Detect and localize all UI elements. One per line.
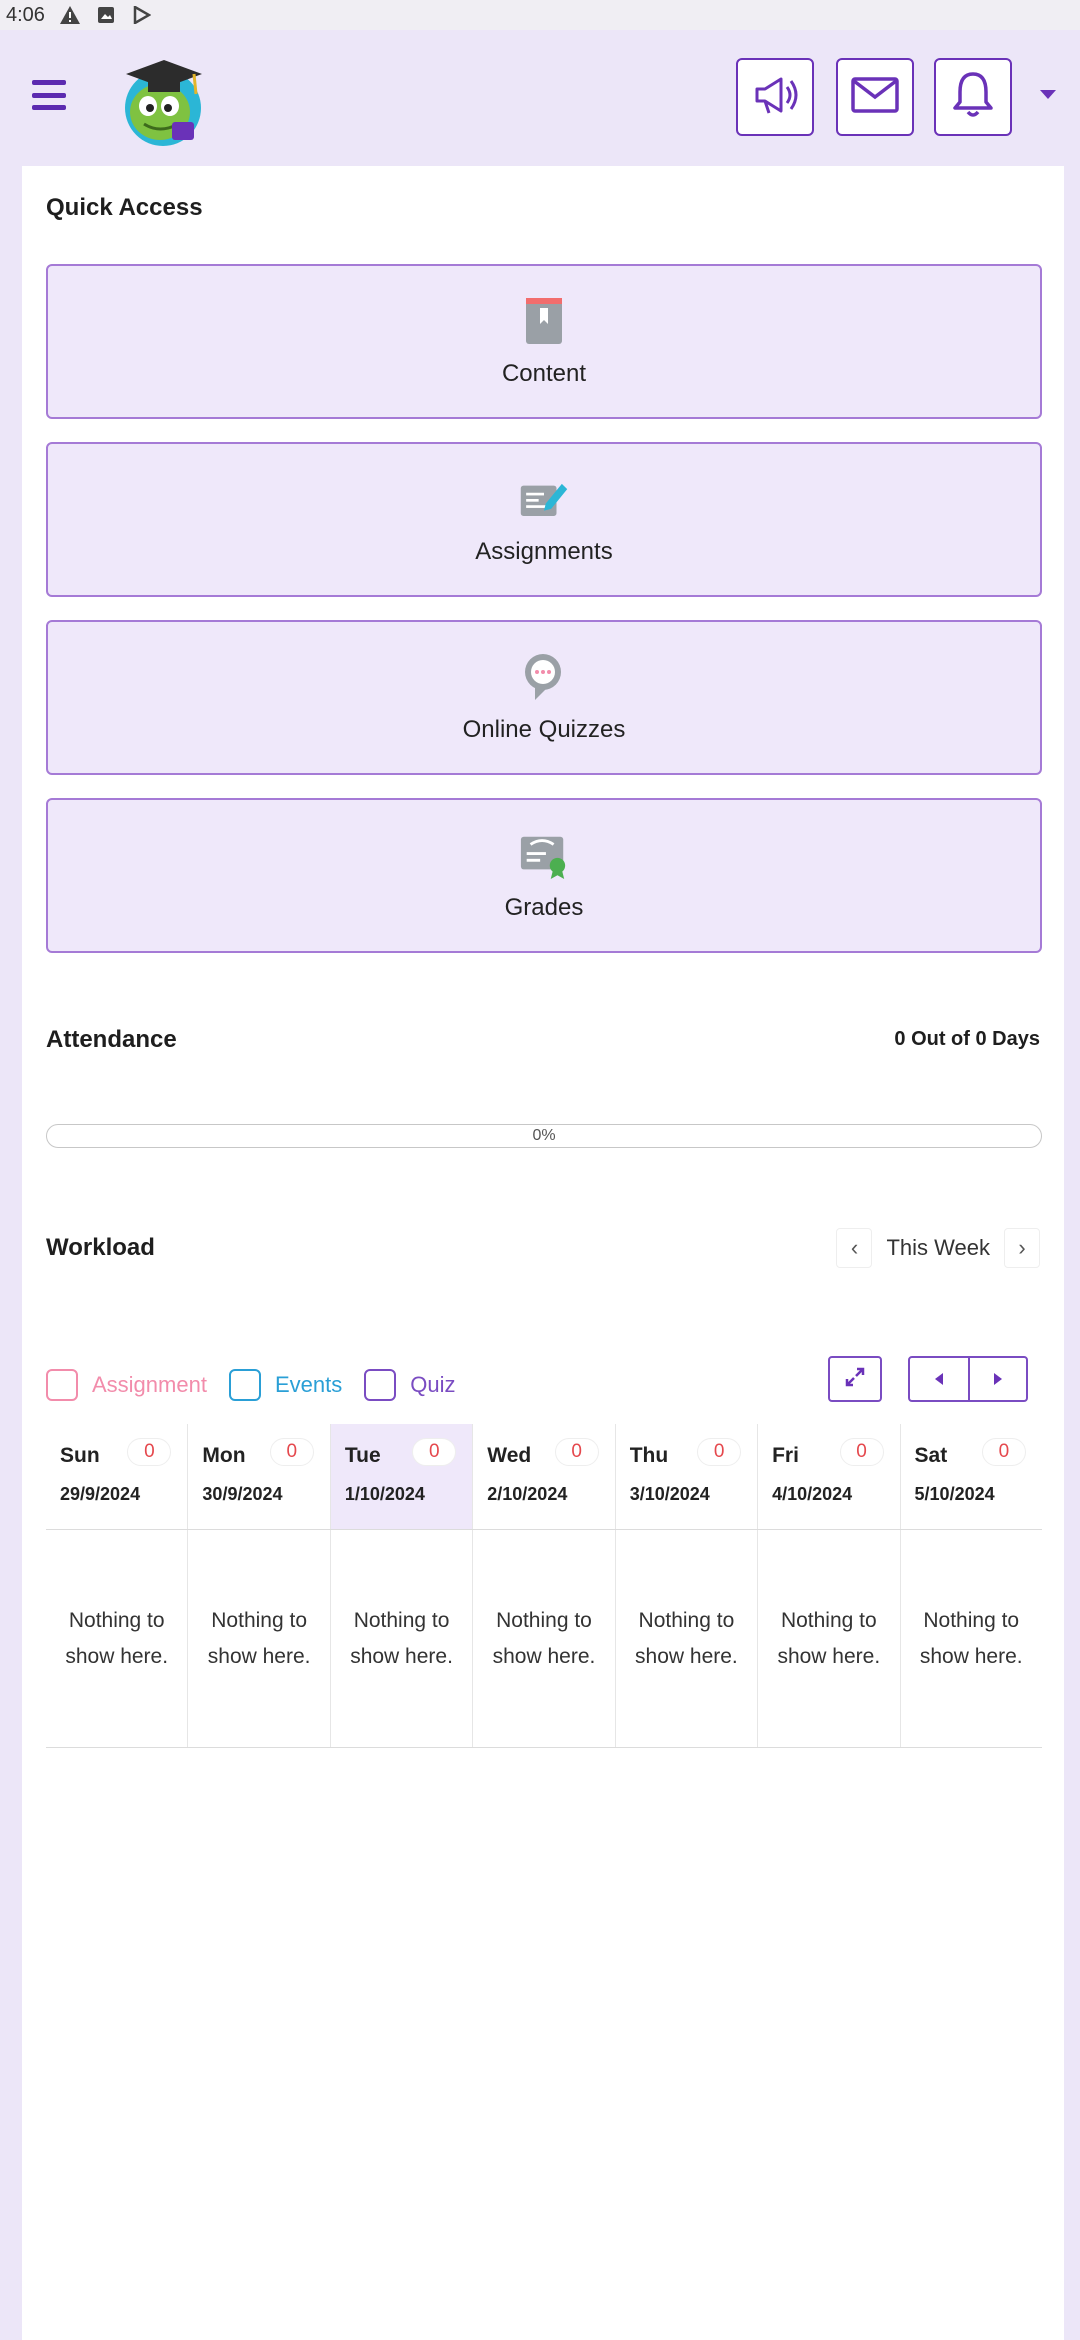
calendar-day-sat[interactable] — [901, 1424, 1042, 1529]
assignment-filter-checkbox[interactable] — [46, 1369, 78, 1401]
status-bar — [0, 0, 1080, 30]
calendar-day-thu[interactable] — [616, 1424, 758, 1529]
day-count-badge: 0 — [697, 1438, 741, 1466]
day-name: Tue — [344, 1444, 381, 1467]
next-week-button[interactable]: › — [1004, 1228, 1040, 1268]
day-count-badge: 0 — [270, 1438, 314, 1466]
day-date: 3/10/2024 — [629, 1484, 710, 1504]
dashboard-card — [22, 166, 1064, 2340]
day-date: 1/10/2024 — [344, 1484, 425, 1504]
previous-week-button[interactable]: ‹ — [836, 1228, 872, 1268]
day-count-badge: 0 — [127, 1438, 171, 1466]
quick-access-label: Assignments — [475, 537, 613, 565]
bell-icon — [951, 70, 995, 125]
app-header — [0, 30, 1080, 166]
day-name: Thu — [629, 1444, 669, 1467]
legend-label: Events — [274, 1372, 343, 1397]
day-count-badge: 0 — [982, 1438, 1026, 1466]
status-time: 4:06 — [6, 3, 45, 26]
calendar-day-tue[interactable] — [331, 1424, 473, 1529]
play-store-icon — [131, 5, 153, 25]
day-empty-message: Nothing to show here. — [46, 1530, 188, 1747]
day-date: 30/9/2024 — [202, 1484, 283, 1504]
events-filter-checkbox[interactable] — [229, 1369, 261, 1401]
legend-assignment[interactable] — [46, 1369, 207, 1401]
attendance-summary: 0 Out of 0 Days — [894, 1028, 1040, 1050]
weekly-calendar — [46, 1424, 1042, 1748]
legend-events[interactable] — [229, 1369, 342, 1401]
announcements-button[interactable] — [736, 58, 814, 136]
legend-label: Quiz — [410, 1372, 456, 1397]
quick-access-online-quizzes[interactable] — [46, 620, 1042, 775]
calendar-day-fri[interactable] — [758, 1424, 900, 1529]
day-name: Wed — [487, 1444, 532, 1467]
day-count-badge: 0 — [555, 1438, 599, 1466]
day-date: 5/10/2024 — [914, 1484, 995, 1504]
quick-access-title: Quick Access — [46, 194, 203, 221]
day-empty-message: Nothing to show here. — [616, 1530, 758, 1747]
mail-icon — [851, 77, 899, 118]
certificate-icon — [519, 830, 569, 880]
quick-access-content[interactable] — [46, 264, 1042, 419]
quick-access-grades[interactable] — [46, 798, 1042, 953]
mascot-logo[interactable] — [108, 50, 218, 150]
workload-title: Workload — [46, 1234, 155, 1261]
week-navigator — [836, 1228, 1040, 1268]
attendance-title: Attendance — [46, 1026, 177, 1053]
day-name: Fri — [772, 1444, 799, 1467]
book-icon — [519, 296, 569, 346]
day-date: 29/9/2024 — [60, 1484, 141, 1504]
image-icon — [95, 5, 117, 25]
quiz-chat-icon — [519, 652, 569, 702]
day-name: Mon — [202, 1444, 246, 1467]
calendar-day-mon[interactable] — [188, 1424, 330, 1529]
warning-icon — [59, 5, 81, 25]
attendance-progress-text: 0% — [532, 1127, 556, 1144]
day-count-badge: 0 — [412, 1438, 456, 1466]
messages-button[interactable] — [836, 58, 914, 136]
calendar-day-sun[interactable] — [46, 1424, 188, 1529]
day-empty-message: Nothing to show here. — [919, 1608, 1023, 1668]
day-date: 4/10/2024 — [772, 1484, 853, 1504]
notifications-button[interactable] — [934, 58, 1012, 136]
week-label[interactable]: This Week — [886, 1235, 990, 1260]
legend-quiz[interactable] — [364, 1369, 455, 1401]
workload-legend — [46, 1368, 455, 1402]
expand-calendar-button[interactable] — [828, 1356, 882, 1402]
day-empty-message: Nothing to show here. — [331, 1530, 473, 1747]
day-empty-message: Nothing to show here. — [473, 1530, 615, 1747]
scroll-right-button[interactable] — [968, 1358, 1026, 1400]
day-date: 2/10/2024 — [487, 1484, 568, 1504]
legend-label: Assignment — [92, 1372, 207, 1397]
attendance-progress-bar — [46, 1124, 1042, 1148]
day-empty-message: Nothing to show here. — [758, 1530, 900, 1747]
calendar-body-row — [46, 1530, 1042, 1748]
day-name: Sat — [914, 1444, 948, 1467]
expand-icon — [844, 1366, 866, 1393]
menu-icon[interactable] — [32, 80, 66, 110]
account-dropdown-icon[interactable] — [1040, 90, 1056, 99]
day-name: Sun — [60, 1444, 100, 1467]
quick-access-label: Content — [501, 359, 587, 387]
calendar-scroll-controls — [908, 1356, 1028, 1402]
calendar-day-wed[interactable] — [473, 1424, 615, 1529]
megaphone-icon — [751, 73, 799, 122]
day-count-badge: 0 — [840, 1438, 884, 1466]
assignment-edit-icon — [519, 474, 569, 524]
scroll-left-button[interactable] — [910, 1358, 968, 1400]
quiz-filter-checkbox[interactable] — [364, 1369, 396, 1401]
calendar-header-row — [46, 1424, 1042, 1530]
day-empty-message: Nothing to show here. — [188, 1530, 330, 1747]
quick-access-assignments[interactable] — [46, 442, 1042, 597]
quick-access-label: Grades — [504, 893, 584, 921]
quick-access-label: Online Quizzes — [462, 715, 626, 743]
